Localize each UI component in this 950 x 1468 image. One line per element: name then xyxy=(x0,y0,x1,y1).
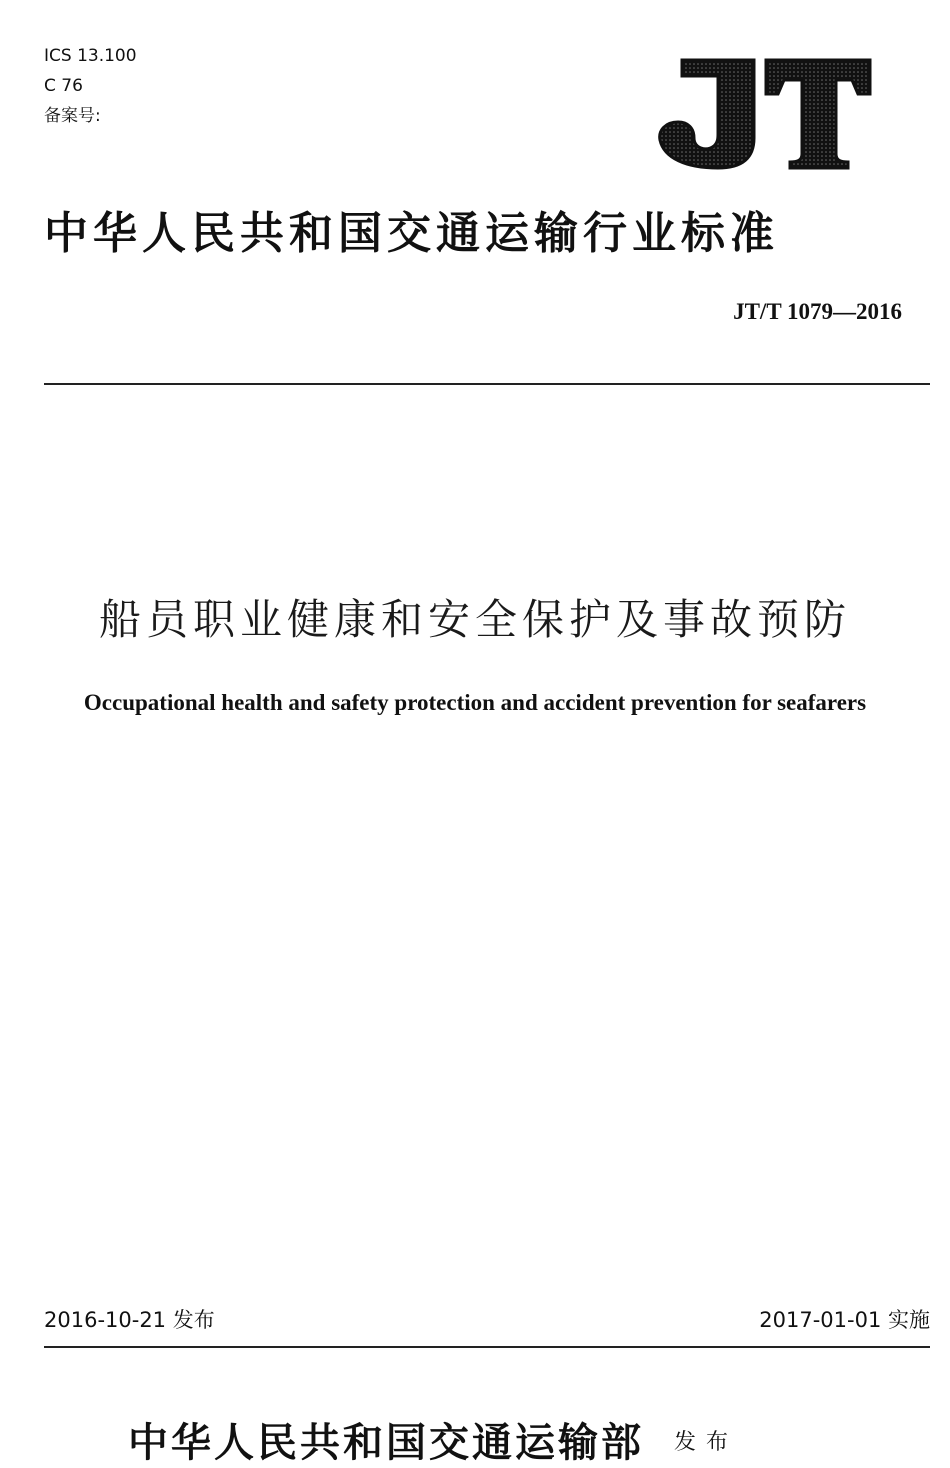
document-title-chinese: 船员职业健康和安全保护及事故预防 xyxy=(98,595,851,644)
filing-number-label: 备案号: xyxy=(44,106,101,126)
standard-code: JT/T 1079—2016 xyxy=(733,299,902,324)
jt-emblem-icon xyxy=(656,54,876,172)
bottom-divider xyxy=(44,1346,930,1348)
ics-code: ICS 13.100 xyxy=(44,46,137,66)
publisher-name: 中华人民共和国交通运输部 xyxy=(128,1419,644,1466)
jt-logo xyxy=(656,54,876,172)
top-divider xyxy=(44,383,930,385)
implementation-date: 2017-01-01 实施 xyxy=(759,1308,930,1332)
publisher-line xyxy=(128,1418,738,1468)
publisher-action: 发布 xyxy=(674,1430,739,1455)
ccs-code: C 76 xyxy=(44,76,83,96)
issue-date: 2016-10-21 发布 xyxy=(44,1308,215,1332)
ministry-standard-title: 中华人民共和国交通运输行业标准 xyxy=(44,208,779,259)
document-title-english: Occupational health and safety protection and accident prevention for seafarers xyxy=(83,690,867,715)
